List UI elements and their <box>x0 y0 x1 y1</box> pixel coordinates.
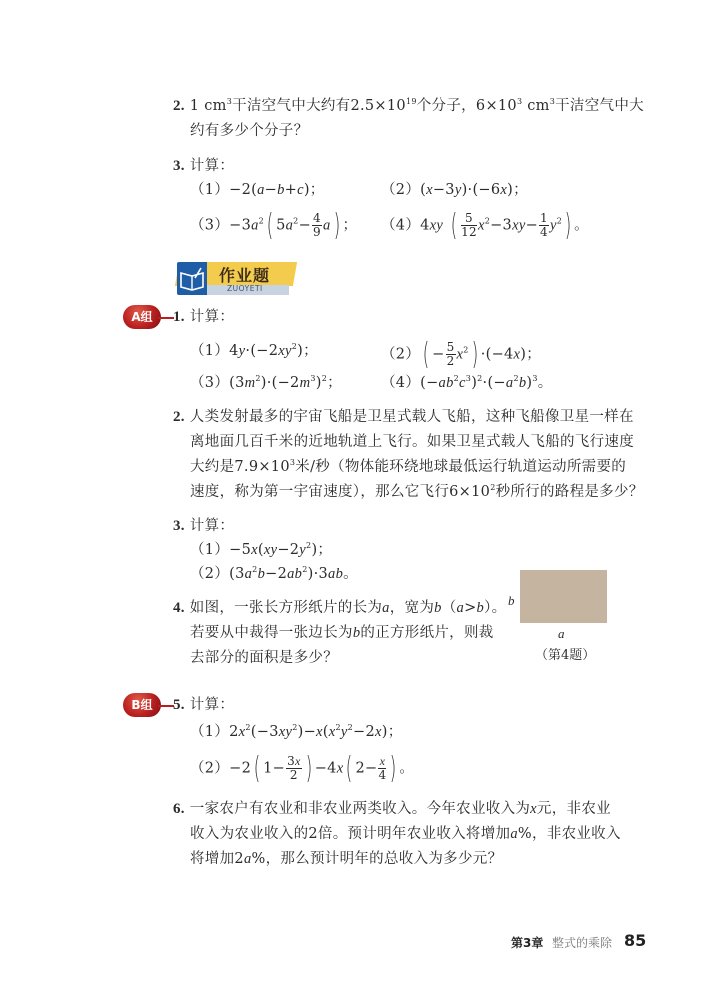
footer-chapter: 第3章 <box>511 936 544 950</box>
problem-number: 2. <box>173 409 185 425</box>
group-b-badge: B组 <box>123 693 161 717</box>
problem-3-item-4: （4）4xy ( $\frac{5}{12}$ $x^2-3xy-$ $\frac{1}{4}$ $y^2$) 。 <box>381 207 589 243</box>
exponent: 3 <box>516 97 523 106</box>
problem-title: 计算： <box>189 158 235 174</box>
a-q1-item-3: $(3)(3m^2)\cdot(-2m^3)^2$； <box>190 374 342 391</box>
a-q3-title <box>173 516 234 536</box>
footer-chapter-title: 整式的乘除 <box>552 936 613 950</box>
a-q1-item-1: $(1)4y\cdot(-2xy^2)$； <box>190 342 318 359</box>
a-q2-line-3: 大约是$7.9\times 10^3$米/秒（物体能环绕地球最低运行轨道运动所需要的 <box>190 458 627 475</box>
problem-number: 5. <box>173 697 185 713</box>
a-q3-item-2: $(2)(3a^2b-2ab^2)\cdot 3ab$。 <box>190 565 358 582</box>
homework-title: 作业题 <box>219 266 271 285</box>
problem-2-line1: 2. 1 $cm^3$干洁空气中大约有$2.5\times 10^{19}$个分子，$6\times 10^3$ $cm^3$干洁空气中大 <box>173 97 644 114</box>
group-a-badge: A组 <box>123 305 161 329</box>
a-q1-item-2: （2）( − $\frac{5}{2}$ $x^2) \cdot(-4x)$； <box>381 336 542 372</box>
problem-title: 计算： <box>189 518 235 534</box>
b-q5-title <box>173 695 234 715</box>
problem-title: 计算： <box>189 697 235 713</box>
b-q5-item-2: （2）−2( 1− $\frac{3x}{2}$ ) −4x( 2− $\frac{x}{4}$ ) 。 <box>190 750 415 786</box>
problem-title: 计算： <box>189 309 235 325</box>
problem-number: 1. <box>173 309 185 325</box>
figure-label-b: b <box>508 593 515 608</box>
a-q4-line-3: 去部分的面积是多少？ <box>190 650 338 666</box>
problem-number: 3. <box>173 158 185 174</box>
page-number: 85 <box>624 931 647 950</box>
problem-3-item-1: （1）−2(a−b+c)； <box>190 182 325 198</box>
text: 干洁空气中大 <box>555 98 644 114</box>
a-q4-line-2: 若要从中裁得一张边长为b的正方形纸片，则裁 <box>190 625 494 641</box>
b-q6-line-1: 6. 一家农户有农业和非农业两类收入。今年农业收入为x元，非农业 <box>173 801 611 817</box>
figure-label-a: a <box>558 626 565 641</box>
group-b-connector <box>158 705 174 707</box>
text: 人类发射最多的宇宙飞船是卫星式载人飞船，这种飞船像卫星一样在 <box>189 409 634 425</box>
open-book-icon <box>177 262 207 295</box>
b-q6-line-2: 收入为农业收入的2倍。预计明年农业收入将增加a%，非农业收入 <box>190 826 621 842</box>
text: 干洁空气中大约有2.5×10 <box>232 98 406 114</box>
homework-section-header <box>177 262 295 296</box>
a-q4-line-1: 4. 如图，一张长方形纸片的长为a，宽为b（a>b）。 <box>173 600 507 616</box>
a-q3-item-1: $(1)-5x(xy-2y^2)$； <box>190 541 333 558</box>
a-q2-line-2: 离地面几百千米的近地轨道上飞行。如果卫星式载人飞船的飞行速度 <box>190 434 634 450</box>
b-q6-line-3: 将增加2a%，那么预计明年的总收入为多少元？ <box>190 851 503 867</box>
rectangle-figure <box>520 570 607 623</box>
header-icon-box <box>177 262 207 295</box>
exponent: 19 <box>405 97 417 106</box>
text: 个分子，6×10 <box>416 98 517 114</box>
text: cm <box>522 98 550 114</box>
problem-3-item-2: （2）(x−3y)·(−6x)； <box>381 182 528 198</box>
figure-caption: （第4题） <box>535 648 596 663</box>
a-q1-title <box>173 307 234 327</box>
group-a-connector <box>158 317 174 319</box>
problem-number: 4. <box>173 600 185 616</box>
text: 1 cm <box>189 98 227 114</box>
problem-3-item-3: $(3)-3a^2$( $5a^2-$ $\frac{4}{9}$ a) ； <box>190 207 358 243</box>
problem-number: 3. <box>173 518 185 534</box>
problem-number: 2. <box>173 98 185 114</box>
problem-number: 6. <box>173 801 185 817</box>
a-q2-line-4: 速度，称为第一宇宙速度），那么它飞行$6\times 10^2$秒所行的路程是多少？ <box>190 483 644 500</box>
b-q5-item-1: $(1)2x^2(-3xy^2)-x(x^2y^2-2x)$； <box>190 723 403 740</box>
problem-3-title <box>173 156 234 176</box>
problem-2-line2: 约有多少个分子？ <box>190 123 309 139</box>
a-q2-line-1 <box>173 407 634 427</box>
homework-subtitle: ZUOYETI <box>227 284 263 293</box>
a-q1-item-4: $(4)(-ab^2c^3)^2\cdot(-a^2b)^3$。 <box>381 374 553 391</box>
